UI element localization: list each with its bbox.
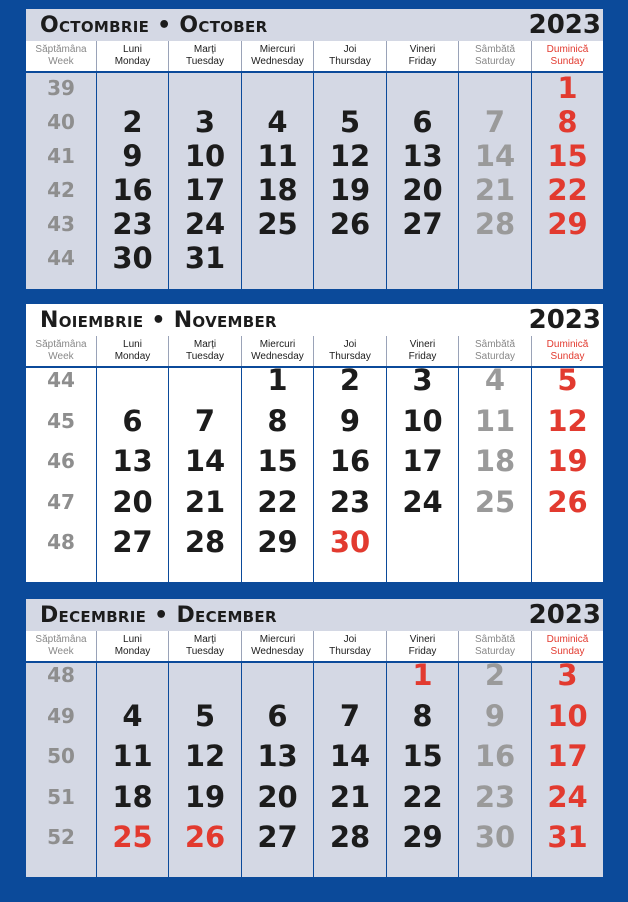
day-column-thursday [314,363,387,582]
weekday-header-tuesday [169,41,242,71]
weekday-header-sunday [532,41,603,71]
weekday-header-saturday [459,631,532,661]
day-number: 16 [474,739,516,774]
day-number: 6 [122,403,143,438]
day-number: 4 [267,105,288,139]
weekday-header-ro: Miercuri [259,339,296,350]
day-number: 21 [184,484,226,519]
weekday-header-en: Thursday [329,351,371,362]
day-number: 25 [112,820,153,855]
weekday-header-saturday [459,336,532,366]
weekday-header-monday [97,631,169,661]
day-number: 19 [184,779,226,814]
week-number: 49 [47,703,75,728]
weekday-header-ro: Sâmbătă [474,44,516,55]
week-number: 51 [47,784,75,809]
day-number: 9 [484,698,506,733]
day-number: 5 [557,363,578,397]
day-number: 29 [257,525,298,560]
day-number: 23 [112,207,153,241]
weekday-header-ro: Joi [343,634,357,645]
day-number: 23 [329,484,371,519]
day-column-monday [97,663,169,877]
month-section [26,599,603,875]
day-number: 29 [547,207,588,241]
week-number: 40 [47,110,75,134]
year-label: 2023 [528,10,601,40]
weekday-header-en: Thursday [329,646,371,657]
day-column-friday [387,73,459,289]
day-column-friday [387,363,459,582]
day-grid [26,363,603,582]
weekday-header-en: Saturday [474,351,516,362]
weekday-header-en: Friday [408,56,437,67]
day-number: 21 [329,779,371,814]
weekday-header-en: Wednesday [251,646,304,657]
day-number: 12 [184,739,226,774]
day-number: 4 [484,363,506,397]
weekday-header-ro: Sâmbătă [474,634,516,645]
weekday-header-en: Tuesday [186,646,224,657]
weekday-header-ro: Luni [123,634,142,645]
day-number: 2 [339,363,361,397]
week-header [26,631,97,661]
weekday-header-ro: Săptămâna [35,339,87,350]
day-number: 19 [547,444,588,479]
day-number: 31 [547,820,588,855]
weekday-header-en: Friday [408,351,437,362]
day-number: 30 [474,820,516,855]
weekday-header-en: Friday [408,646,437,657]
day-number: 18 [257,173,298,207]
weekday-header-en: Monday [114,351,151,362]
week-number: 48 [47,530,75,555]
weekday-header-en: Wednesday [251,56,304,67]
day-number: 3 [412,363,433,397]
day-number: 29 [402,820,443,855]
weekday-header-friday [387,336,459,366]
week-number: 42 [47,178,75,202]
weekday-header-en: Week [48,351,74,362]
weekday-header-ro: Duminică [546,634,589,645]
day-number: 24 [547,779,588,814]
weekday-header-ro: Miercuri [259,634,296,645]
day-number: 30 [329,525,371,560]
week-number: 43 [47,212,75,236]
day-number: 18 [112,779,153,814]
day-column-tuesday [169,368,242,582]
day-number: 24 [402,484,443,519]
day-number: 5 [339,105,361,139]
month-name: Decembrie • December [40,602,277,628]
weekday-header-ro: Luni [123,44,142,55]
day-number: 23 [474,779,516,814]
day-number: 22 [402,779,443,814]
month-title-bar [26,9,603,41]
day-column-sunday [532,73,603,289]
week-number: 39 [47,76,75,100]
day-number: 30 [112,241,153,275]
weekday-header-ro: Joi [343,44,357,55]
weekday-header-en: Tuesday [186,56,224,67]
day-number: 2 [122,105,143,139]
day-number: 26 [547,484,588,519]
day-number: 16 [329,444,371,479]
day-column-wednesday [242,363,314,582]
weekday-header-ro: Miercuri [259,44,296,55]
day-number: 15 [257,444,298,479]
day-number: 6 [267,698,288,733]
day-number: 7 [339,698,361,733]
weekday-header-friday [387,631,459,661]
day-number: 6 [412,105,433,139]
day-number: 10 [402,403,443,438]
day-number: 13 [402,139,443,173]
week-number: 47 [47,489,75,514]
weekday-header-en: Tuesday [186,351,224,362]
day-number: 20 [112,484,153,519]
week-number-column [26,663,97,877]
weekday-header-tuesday [169,336,242,366]
weekday-header-en: Week [48,646,74,657]
day-number: 24 [184,207,226,241]
day-column-saturday [459,658,532,877]
day-column-friday [387,658,459,877]
weekday-header-ro: Luni [123,339,142,350]
day-column-wednesday [242,663,314,877]
weekday-header-ro: Duminică [546,339,589,350]
weekday-header-en: Saturday [474,646,516,657]
month-title-bar [26,599,603,631]
week-header [26,336,97,366]
day-number: 4 [122,698,143,733]
weekday-header-ro: Duminică [546,44,589,55]
weekday-header-monday [97,336,169,366]
day-number: 28 [184,525,226,560]
weekday-header-saturday [459,41,532,71]
day-grid [26,658,603,877]
weekday-header-wednesday [242,631,314,661]
weekday-header-en: Sunday [550,351,585,362]
day-number: 1 [267,363,288,397]
day-number: 12 [329,139,371,173]
day-number: 26 [329,207,371,241]
weekday-header-ro: Vineri [409,339,436,350]
weekday-header-en: Saturday [474,56,516,67]
day-number: 14 [474,139,516,173]
day-number: 31 [184,241,226,275]
day-column-thursday [314,663,387,877]
week-number: 44 [47,246,75,270]
week-number: 52 [47,825,75,850]
month-title-bar [26,304,603,336]
day-number: 9 [339,403,361,438]
day-number: 15 [402,739,443,774]
weekday-header-wednesday [242,336,314,366]
week-number: 45 [47,408,75,433]
month-section [26,304,603,580]
weekday-header-sunday [532,336,603,366]
day-number: 11 [112,739,153,774]
day-column-tuesday [169,663,242,877]
day-number: 5 [194,698,216,733]
day-number: 28 [474,207,516,241]
weekday-header-en: Sunday [550,56,585,67]
week-number-column [26,368,97,582]
weekday-header-ro: Sâmbătă [474,339,516,350]
year-label: 2023 [528,305,601,335]
weekday-header-row [26,336,603,366]
day-column-saturday [459,363,532,582]
week-number-column [26,73,97,289]
weekday-header-row [26,631,603,661]
day-number: 1 [557,71,578,105]
day-column-monday [97,368,169,582]
day-column-thursday [314,73,387,289]
day-column-monday [97,73,169,289]
day-number: 8 [557,105,578,139]
day-number: 7 [194,403,216,438]
day-number: 3 [194,105,216,139]
weekday-header-ro: Săptămâna [35,634,87,645]
day-number: 19 [329,173,371,207]
day-number: 15 [547,139,588,173]
day-number: 14 [329,739,371,774]
day-number: 17 [184,173,226,207]
day-number: 27 [112,525,153,560]
day-number: 13 [257,739,298,774]
day-number: 27 [402,207,443,241]
week-header [26,41,97,71]
month-name: Noiembrie • November [40,307,277,333]
weekday-header-wednesday [242,41,314,71]
weekday-header-friday [387,41,459,71]
year-label: 2023 [528,600,601,630]
day-column-tuesday [169,73,242,289]
weekday-header-en: Wednesday [251,351,304,362]
day-number: 22 [257,484,298,519]
week-number: 50 [47,744,75,769]
day-grid [26,71,603,289]
day-number: 7 [484,105,506,139]
day-number: 18 [474,444,516,479]
weekday-header-thursday [314,631,387,661]
day-number: 21 [474,173,516,207]
day-number: 22 [547,173,588,207]
day-number: 27 [257,820,298,855]
day-column-saturday [459,73,532,289]
weekday-header-en: Week [48,56,74,67]
week-number: 46 [47,449,75,474]
day-number: 13 [112,444,153,479]
day-number: 20 [257,779,298,814]
weekday-header-ro: Vineri [409,634,436,645]
day-number: 28 [329,820,371,855]
weekday-header-thursday [314,41,387,71]
month-name: Octombrie • October [40,12,268,38]
day-number: 3 [557,658,578,692]
day-number: 17 [547,739,588,774]
day-column-sunday [532,363,603,582]
weekday-header-en: Thursday [329,56,371,67]
day-number: 12 [547,403,588,438]
weekday-header-ro: Marți [193,634,217,645]
month-section [26,9,603,287]
day-number: 11 [257,139,298,173]
weekday-header-en: Monday [114,646,151,657]
week-number: 48 [47,663,75,687]
day-number: 8 [267,403,288,438]
weekday-header-ro: Marți [193,44,217,55]
day-number: 26 [184,820,226,855]
weekday-header-en: Monday [114,56,151,67]
weekday-header-row [26,41,603,71]
day-column-sunday [532,658,603,877]
day-number: 25 [257,207,298,241]
day-number: 17 [402,444,443,479]
day-number: 14 [184,444,226,479]
day-number: 9 [122,139,143,173]
week-number: 41 [47,144,75,168]
day-number: 8 [412,698,433,733]
weekday-header-thursday [314,336,387,366]
weekday-header-ro: Marți [193,339,217,350]
weekday-header-tuesday [169,631,242,661]
weekday-header-ro: Vineri [409,44,436,55]
weekday-header-ro: Joi [343,339,357,350]
weekday-header-sunday [532,631,603,661]
day-number: 20 [402,173,443,207]
weekday-header-en: Sunday [550,646,585,657]
day-number: 1 [412,658,433,692]
weekday-header-monday [97,41,169,71]
weekday-header-ro: Săptămâna [35,44,87,55]
day-number: 10 [547,698,588,733]
day-number: 25 [474,484,516,519]
day-number: 16 [112,173,153,207]
day-column-wednesday [242,73,314,289]
week-number: 44 [47,368,75,392]
day-number: 11 [474,403,516,438]
day-number: 10 [184,139,226,173]
day-number: 2 [484,658,506,692]
